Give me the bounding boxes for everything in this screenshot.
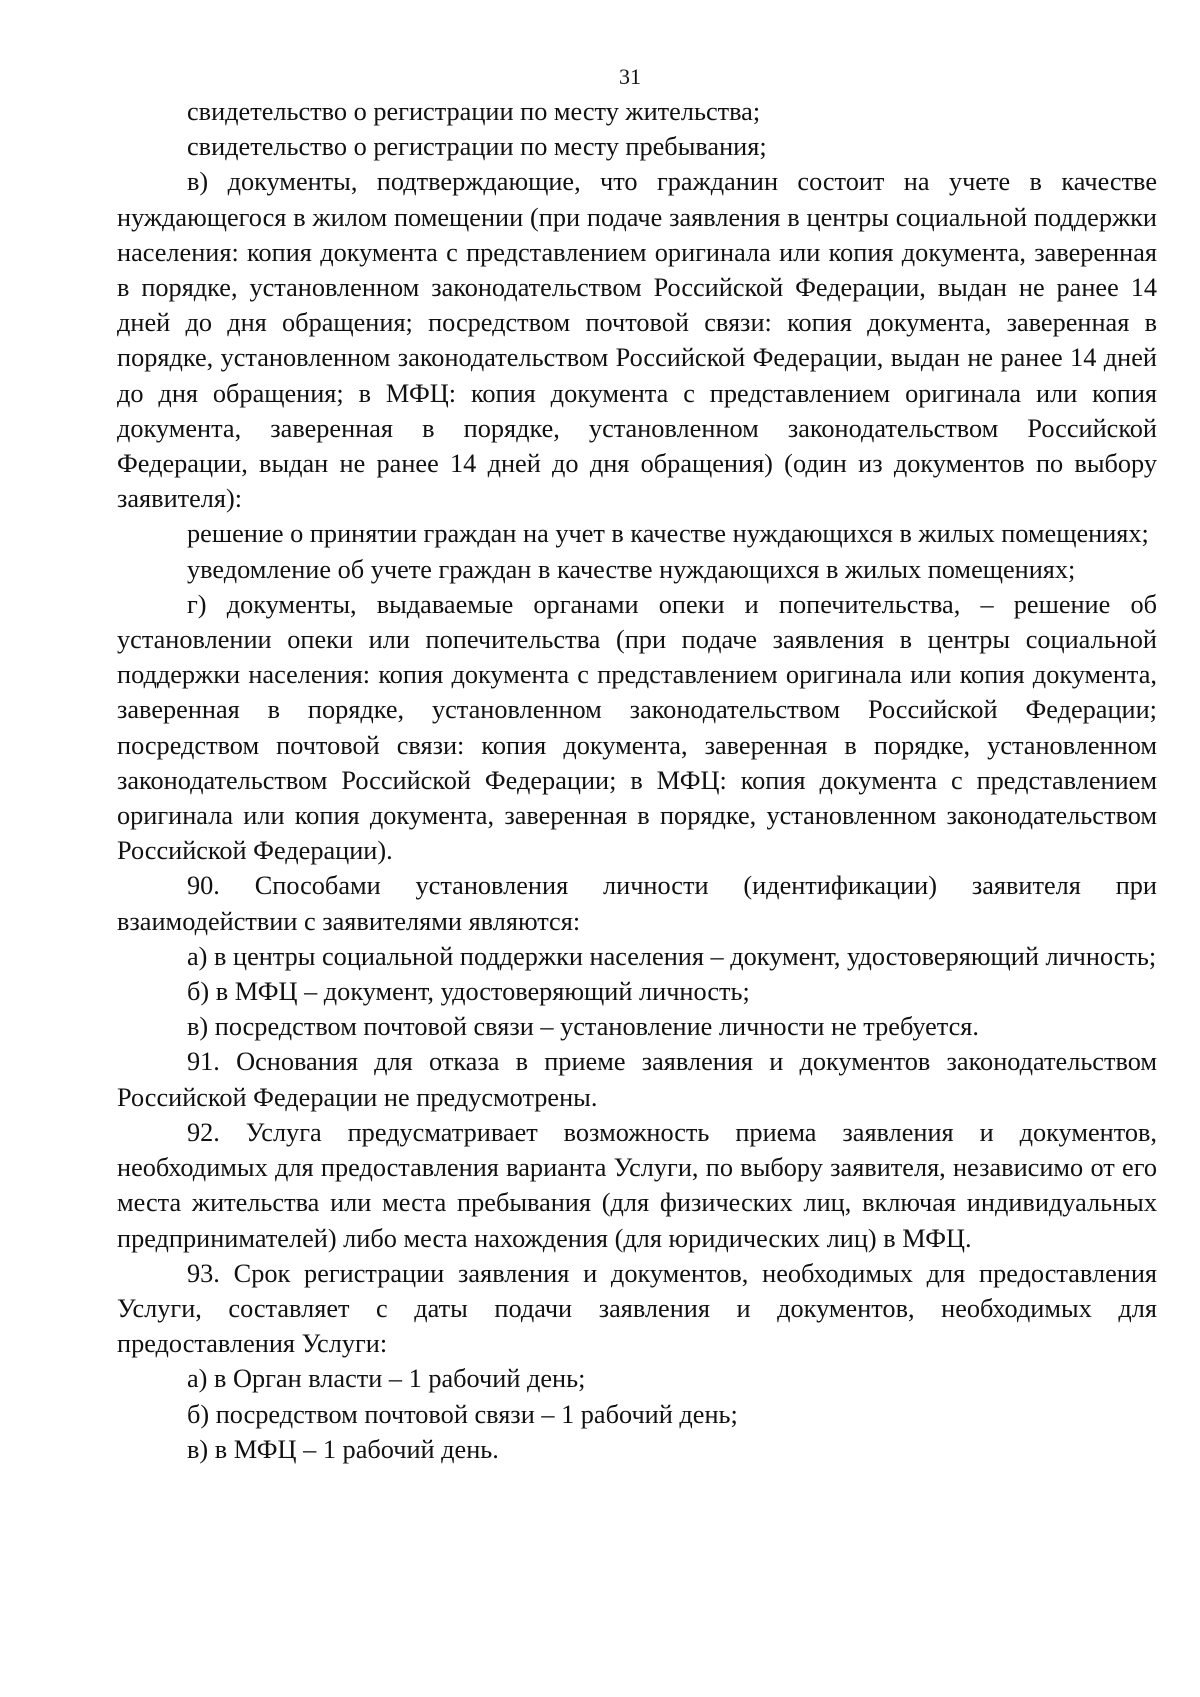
paragraph-90-identification: 90. Способами установления личности (идентификации) заявителя при взаимодействии с заявителями являются: xyxy=(117,871,1157,936)
paragraph-92-extraterritorial: 92. Услуга предусматривает возможность приема заявления и документов, необходимых для предоставления варианта Услуги, по выбору заявителя, независимо от его места жительства или места пребывания (для физических лиц, включая индивидуальных предпринимателей) либо места нахождения (для юридических лиц) в МФЦ. xyxy=(117,1117,1157,1253)
paragraph-93-b: б) посредством почтовой связи – 1 рабочий день; xyxy=(187,1399,738,1429)
paragraph-93-registration-term: 93. Срок регистрации заявления и документов, необходимых для предоставления Услуги, составляет с даты подачи заявления и документов, необходимых для предоставления Услуги: xyxy=(117,1258,1157,1359)
paragraph-housing-need-documents: в) документы, подтверждающие, что гражданин состоит на учете в качестве нуждающегося в жилом помещении (при подаче заявления в центры социальной поддержки населения: копия документа с представлением оригинала или копия документа, заверенная в порядке, установленном законодательством Российской Федерации, выдан не ранее 14 дней до дня обращения; посредством почтовой связи: копия документа, заверенная в порядке, установленном законодательством Российской Федерации, выдан не ранее 14 дней до дня обращения; в МФЦ: копия документа с представлением оригинала или копия документа, заверенная в порядке, установленном законодательством Российской Федерации, выдан не ранее 14 дней до дня обращения) (один из документов по выбору заявителя): xyxy=(117,167,1157,514)
paragraph-registration-residence: свидетельство о регистрации по месту жительства; xyxy=(187,97,761,126)
page-number: 31 xyxy=(619,64,641,89)
paragraph-91-refusal-grounds: 91. Основания для отказа в приеме заявления и документов законодательством Российской Федерации не предусмотрены. xyxy=(117,1047,1157,1112)
paragraph-guardianship-documents: г) документы, выдаваемые органами опеки и попечительства, – решение об установлении опеки или попечительства (при подаче заявления в центры социальной поддержки населения: копия документа с представлением оригинала или копия документа, заверенная в порядке, установленном законодательством Российской Федерации; посредством почтовой связи: копия документа, заверенная в порядке, установленном законодательством Российской Федерации; в МФЦ: копия документа с представлением оригинала или копия документа, заверенная в порядке, установленном законодательством Российской Федерации). xyxy=(117,589,1157,866)
paragraph-90-b: б) в МФЦ – документ, удостоверяющий личность; xyxy=(187,977,750,1007)
paragraph-93-a: а) в Орган власти – 1 рабочий день; xyxy=(187,1364,586,1394)
paragraph-housing-decision: решение о принятии граждан на учет в качестве нуждающихся в жилых помещениях; xyxy=(187,519,1149,549)
paragraph-housing-notification: уведомление об учете граждан в качестве нуждающихся в жилых помещениях; xyxy=(187,554,1076,584)
paragraph-90-v: в) посредством почтовой связи – установление личности не требуется. xyxy=(187,1012,979,1042)
document-body xyxy=(117,94,1157,1467)
paragraph-90-a: а) в центры социальной поддержки населения – документ, удостоверяющий личность; xyxy=(187,941,1157,971)
paragraph-registration-stay: свидетельство о регистрации по месту пребывания; xyxy=(187,132,767,162)
paragraph-93-v: в) в МФЦ – 1 рабочий день. xyxy=(187,1434,499,1464)
